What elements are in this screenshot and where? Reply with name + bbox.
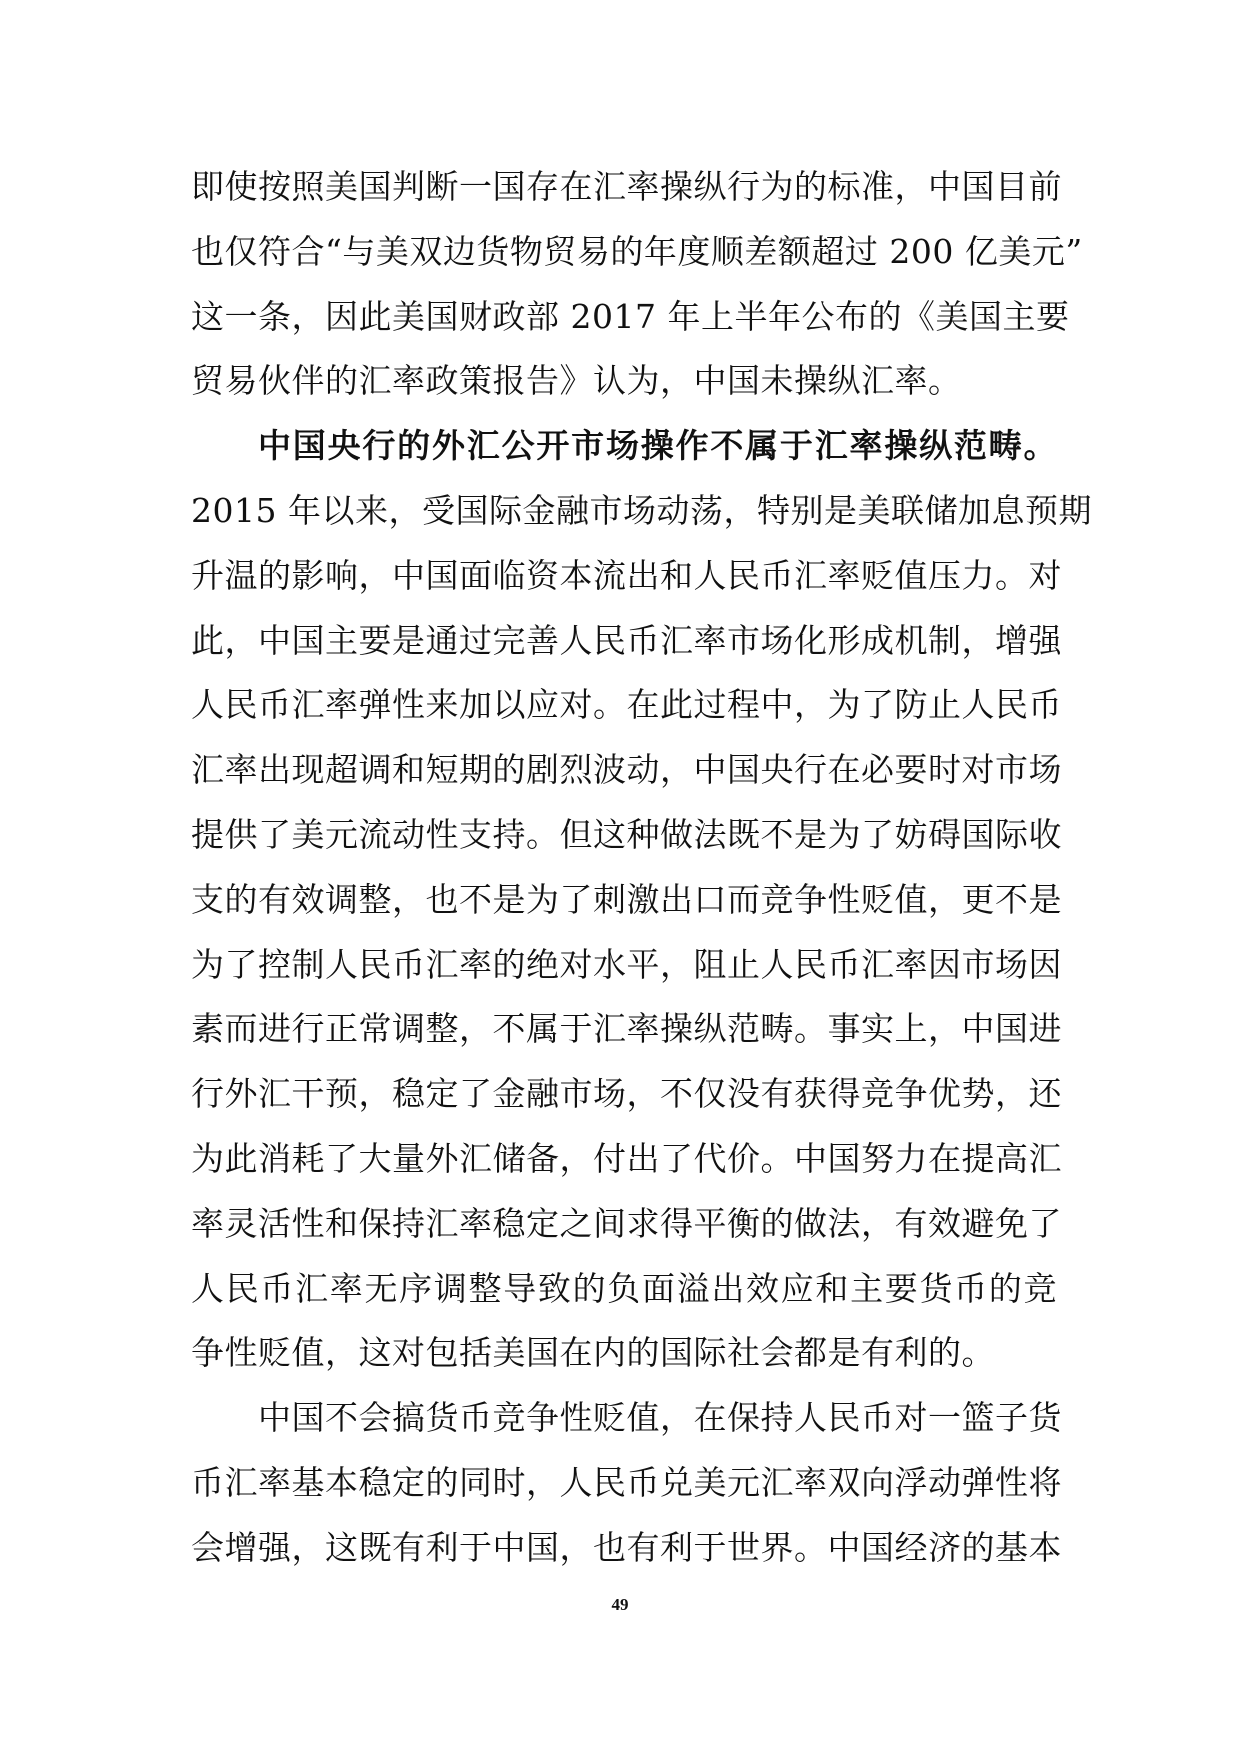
text-line: 人民币汇率无序调整导致的负面溢出效应和主要货币的竞 (191, 1268, 1057, 1308)
body-text (191, 155, 1092, 1581)
text-line: 升温的影响，中国面临资本流出和人民币汇率贬值压力。对 (191, 555, 1062, 595)
text-line: 即使按照美国判断一国存在汇率操纵行为的标准，中国目前 (191, 167, 1062, 206)
text-line: 币汇率基本稳定的同时，人民币兑美元汇率双向浮动弹性将 (191, 1462, 1062, 1502)
text-line: 为此消耗了大量外汇储备，付出了代价。中国努力在提高汇 (191, 1138, 1062, 1178)
text-line: 率灵活性和保持汇率稳定之间求得平衡的做法，有效避免了 (191, 1203, 1062, 1243)
text-line: 也仅符合“与美双边货物贸易的年度顺差额超过 200 亿美元” (191, 231, 1083, 271)
text-line: 争性贬值，这对包括美国在内的国际社会都是有利的。 (191, 1333, 995, 1373)
text-line: 行外汇干预，稳定了金融市场，不仅没有获得竞争优势，还 (191, 1074, 1062, 1114)
text-line: 支的有效调整，也不是为了刺激出口而竞争性贬值，更不是 (191, 879, 1062, 919)
text-line: 2015 年以来，受国际金融市场动荡，特别是美联储加息预期 (191, 490, 1092, 530)
text-line: 人民币汇率弹性来加以应对。在此过程中，为了防止人民币 (191, 685, 1062, 725)
paragraph-first-line: 中国不会搞货币竞争性贬值，在保持人民币对一篮子货 (258, 1398, 1062, 1438)
text-line: 汇率出现超调和短期的剧烈波动，中国央行在必要时对市场 (191, 750, 1062, 790)
text-line: 会增强，这既有利于中国，也有利于世界。中国经济的基本 (191, 1527, 1062, 1567)
text-line: 贸易伙伴的汇率政策报告》认为，中国未操纵汇率。 (191, 361, 962, 401)
text-line: 此，中国主要是通过完善人民币汇率市场化形成机制，增强 (191, 620, 1062, 660)
text-line: 素而进行正常调整，不属于汇率操纵范畴。事实上，中国进 (191, 1009, 1062, 1049)
page-number: 49 (611, 1595, 629, 1614)
text-line: 这一条，因此美国财政部 2017 年上半年公布的《美国主要 (191, 296, 1070, 336)
text-line: 提供了美元流动性支持。但这种做法既不是为了妨碍国际收 (191, 814, 1062, 854)
text-line: 为了控制人民币汇率的绝对水平，阻止人民币汇率因市场因 (191, 944, 1062, 984)
section-heading-line: 中国央行的外汇公开市场操作不属于汇率操纵范畴。 (258, 426, 1057, 466)
